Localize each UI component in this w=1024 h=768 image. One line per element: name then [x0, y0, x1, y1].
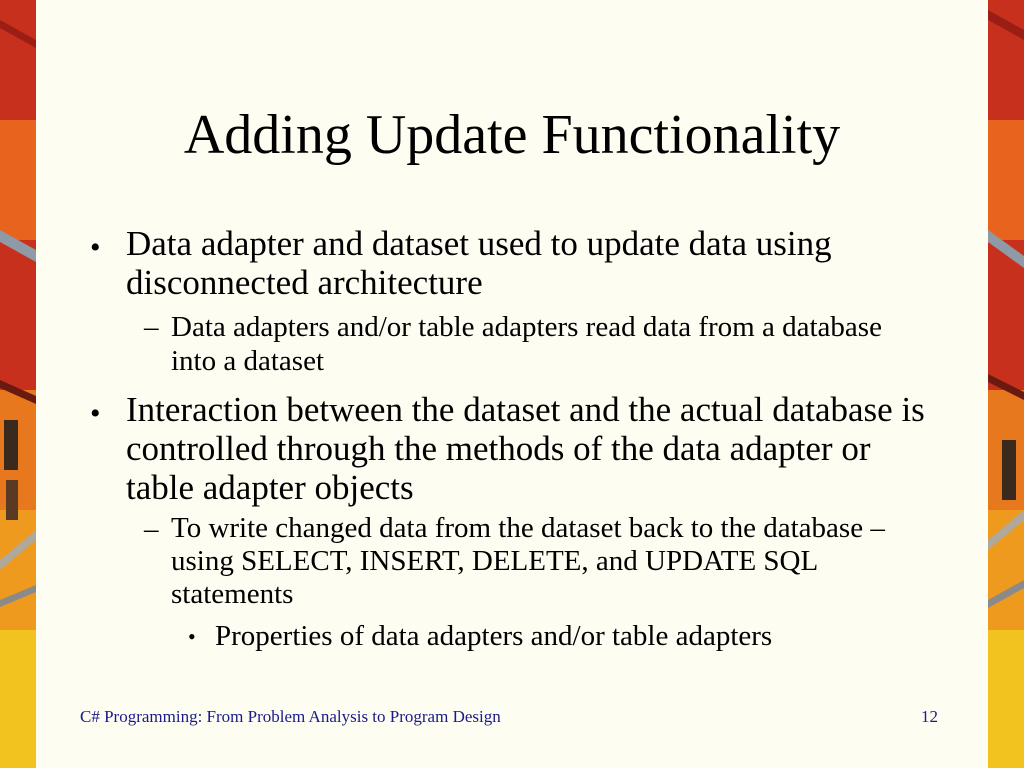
bullet-glyph: • [90, 231, 101, 264]
bullet-item: Interaction between the dataset and the actual database is controlled through the methods of the data adapter or table adapter objects [126, 390, 925, 507]
slide [36, 0, 988, 768]
dash-glyph: – [144, 311, 159, 343]
sub-bullet-item: Data adapters and/or table adapters read data from a database into a dataset [171, 311, 882, 377]
sub-bullet-item: To write changed data from the dataset back to the database – using SELECT, INSERT, DELETE, and UPDATE SQL statements [171, 512, 885, 610]
slide-title: Adding Update Functionality [183, 104, 841, 166]
footer-course-title: C# Programming: From Problem Analysis to Program Design [80, 707, 501, 726]
sub-sub-bullet-item: Properties of data adapters and/or table adapters [215, 620, 773, 652]
bullet-item: Data adapter and dataset used to update data using disconnected architecture [126, 224, 832, 302]
dash-glyph: – [144, 513, 159, 545]
bullet-glyph: • [90, 397, 101, 430]
bullet-glyph: • [188, 624, 196, 649]
left-decorative-border [0, 0, 36, 768]
right-decorative-border [988, 0, 1024, 768]
page-number: 12 [921, 707, 938, 726]
